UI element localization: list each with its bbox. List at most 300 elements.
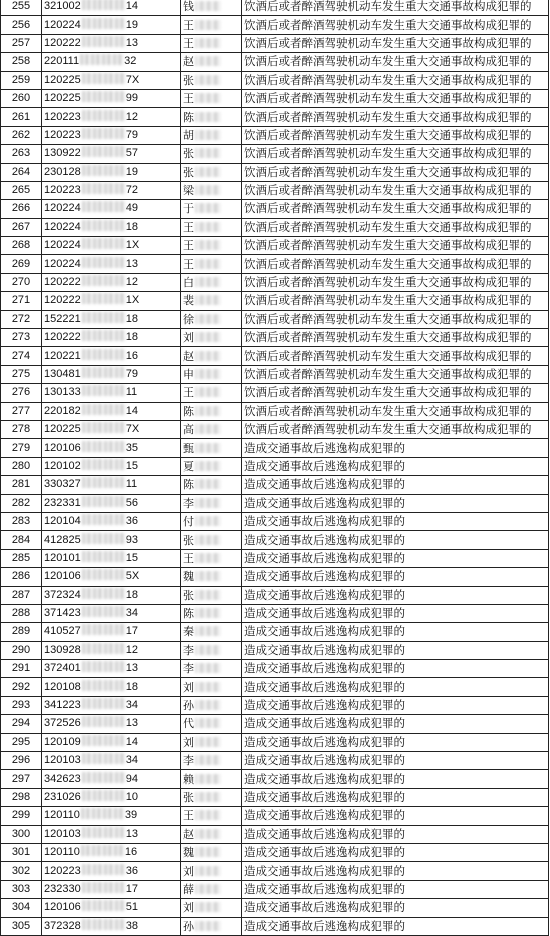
id-suffix: 12 xyxy=(125,110,138,123)
offense-cell: 饮酒后或者醉酒驾驶机动车发生重大交通事故构成犯罪的 xyxy=(242,108,549,126)
id-suffix: 11 xyxy=(125,386,138,399)
id-number-cell xyxy=(42,660,181,678)
redacted-given-name xyxy=(195,314,221,324)
offense-cell: 饮酒后或者醉酒驾驶机动车发生重大交通事故构成犯罪的 xyxy=(242,402,549,420)
id-number-cell xyxy=(42,549,181,567)
id-prefix: 120109 xyxy=(44,735,81,748)
id-number-cell xyxy=(42,825,181,843)
redacted-id-digits xyxy=(82,165,126,176)
offense-cell: 造成交通事故后逃逸构成犯罪的 xyxy=(242,641,549,659)
table-row xyxy=(1,200,549,218)
redacted-id-digits xyxy=(82,698,126,709)
row-number-cell: 264 xyxy=(1,163,42,181)
name-cell xyxy=(181,181,242,199)
id-number-cell xyxy=(42,53,181,71)
id-number-cell xyxy=(42,586,181,604)
id-number-cell xyxy=(42,402,181,420)
name-cell xyxy=(181,512,242,530)
name-cell xyxy=(181,494,242,512)
offense-cell: 造成交通事故后逃逸构成犯罪的 xyxy=(242,623,549,641)
redacted-id-digits xyxy=(82,18,126,29)
redacted-id-digits xyxy=(82,772,126,783)
id-prefix: 120224 xyxy=(44,257,81,270)
row-number-cell: 300 xyxy=(1,825,42,843)
id-number-cell xyxy=(42,531,181,549)
id-number-cell xyxy=(42,807,181,825)
id-prefix: 120106 xyxy=(44,441,81,454)
redacted-id-digits xyxy=(82,624,126,635)
row-number-cell: 298 xyxy=(1,788,42,806)
id-prefix: 120101 xyxy=(44,551,81,564)
surname: 王 xyxy=(183,386,194,400)
table-row xyxy=(1,347,549,365)
id-suffix: 16 xyxy=(125,349,138,362)
name-cell xyxy=(181,752,242,770)
redacted-given-name xyxy=(195,369,221,379)
table-row xyxy=(1,917,549,935)
name-cell xyxy=(181,770,242,788)
id-prefix: 130922 xyxy=(44,147,81,160)
id-suffix: 16 xyxy=(124,846,138,859)
name-cell xyxy=(181,880,242,898)
redacted-id-digits xyxy=(82,404,126,415)
table-row xyxy=(1,329,549,347)
name-cell xyxy=(181,843,242,861)
row-number-cell: 260 xyxy=(1,89,42,107)
offense-cell: 饮酒后或者醉酒驾驶机动车发生重大交通事故构成犯罪的 xyxy=(242,34,549,52)
id-number-cell xyxy=(42,843,181,861)
id-prefix: 120222 xyxy=(44,36,81,49)
name-cell xyxy=(181,604,242,622)
id-number-cell xyxy=(42,899,181,917)
id-prefix: 120225 xyxy=(44,92,81,105)
redacted-given-name xyxy=(195,663,221,673)
row-number-cell: 278 xyxy=(1,420,42,438)
redacted-given-name xyxy=(195,75,221,85)
id-prefix: 372526 xyxy=(44,717,81,730)
row-number-cell: 305 xyxy=(1,917,42,935)
id-suffix: 11 xyxy=(125,478,138,491)
table-row xyxy=(1,531,549,549)
id-prefix: 120225 xyxy=(44,73,81,86)
redacted-id-digits xyxy=(82,661,126,672)
redacted-given-name xyxy=(195,148,221,158)
redacted-id-digits xyxy=(82,441,126,452)
name-cell xyxy=(181,862,242,880)
name-cell xyxy=(181,623,242,641)
id-suffix: 13 xyxy=(125,827,138,840)
redacted-id-digits xyxy=(82,551,126,562)
table-row xyxy=(1,880,549,898)
table-row xyxy=(1,494,549,512)
row-number-cell: 299 xyxy=(1,807,42,825)
redacted-id-digits xyxy=(82,183,126,194)
id-prefix: 120102 xyxy=(44,459,81,472)
surname: 魏 xyxy=(183,570,194,584)
id-prefix: 120104 xyxy=(44,515,81,528)
table-row xyxy=(1,365,549,383)
name-cell xyxy=(181,384,242,402)
redacted-id-digits xyxy=(82,919,126,930)
offense-cell: 造成交通事故后逃逸构成犯罪的 xyxy=(242,880,549,898)
table-row xyxy=(1,310,549,328)
redacted-id-digits xyxy=(82,146,126,157)
offense-cell: 造成交通事故后逃逸构成犯罪的 xyxy=(242,568,549,586)
row-number-cell: 304 xyxy=(1,899,42,917)
table-row xyxy=(1,825,549,843)
id-prefix: 371423 xyxy=(44,607,81,620)
surname: 赖 xyxy=(183,772,194,786)
row-number-cell: 258 xyxy=(1,53,42,71)
id-number-cell xyxy=(42,678,181,696)
id-number-cell xyxy=(42,623,181,641)
redacted-given-name xyxy=(195,1,221,11)
table-row xyxy=(1,457,549,475)
id-prefix: 372328 xyxy=(44,919,81,932)
table-row xyxy=(1,0,549,16)
surname: 王 xyxy=(183,36,194,50)
id-number-cell xyxy=(42,733,181,751)
surname: 张 xyxy=(183,790,194,804)
row-number-cell: 288 xyxy=(1,604,42,622)
id-prefix: 120224 xyxy=(44,202,81,215)
name-cell xyxy=(181,531,242,549)
id-prefix: 120221 xyxy=(44,349,81,362)
offense-cell: 造成交通事故后逃逸构成犯罪的 xyxy=(242,457,549,475)
name-cell xyxy=(181,457,242,475)
id-suffix: 15 xyxy=(125,551,138,564)
redacted-given-name xyxy=(195,498,221,508)
redacted-id-digits xyxy=(82,569,126,580)
table-row xyxy=(1,218,549,236)
id-suffix: 13 xyxy=(125,662,138,675)
redacted-given-name xyxy=(195,590,221,600)
redacted-given-name xyxy=(195,240,221,250)
offense-cell: 饮酒后或者醉酒驾驶机动车发生重大交通事故构成犯罪的 xyxy=(242,365,549,383)
redacted-id-digits xyxy=(82,882,126,893)
surname: 王 xyxy=(183,92,194,106)
name-cell xyxy=(181,89,242,107)
id-suffix: 18 xyxy=(125,220,138,233)
offense-cell: 饮酒后或者醉酒驾驶机动车发生重大交通事故构成犯罪的 xyxy=(242,181,549,199)
table-row xyxy=(1,715,549,733)
redacted-id-digits xyxy=(82,716,126,727)
name-cell xyxy=(181,402,242,420)
id-prefix: 120108 xyxy=(44,680,81,693)
redacted-id-digits xyxy=(82,293,126,304)
offense-cell: 造成交通事故后逃逸构成犯罪的 xyxy=(242,586,549,604)
surname: 刘 xyxy=(183,864,194,878)
id-prefix: 232331 xyxy=(44,496,81,509)
id-suffix: 17 xyxy=(125,625,138,638)
id-suffix: 49 xyxy=(125,202,138,215)
name-cell xyxy=(181,899,242,917)
offense-cell: 饮酒后或者醉酒驾驶机动车发生重大交通事故构成犯罪的 xyxy=(242,329,549,347)
id-number-cell xyxy=(42,145,181,163)
surname: 裴 xyxy=(183,294,194,308)
id-number-cell xyxy=(42,365,181,383)
id-number-cell xyxy=(42,512,181,530)
offense-cell: 造成交通事故后逃逸构成犯罪的 xyxy=(242,696,549,714)
id-prefix: 120103 xyxy=(44,827,81,840)
redacted-given-name xyxy=(195,332,221,342)
surname: 王 xyxy=(183,809,194,823)
redacted-id-digits xyxy=(82,201,126,212)
table-row xyxy=(1,384,549,402)
offense-cell: 造成交通事故后逃逸构成犯罪的 xyxy=(242,604,549,622)
name-cell xyxy=(181,678,242,696)
redacted-given-name xyxy=(195,755,221,765)
id-prefix: 120223 xyxy=(44,184,81,197)
row-number-cell: 256 xyxy=(1,16,42,34)
id-prefix: 120224 xyxy=(44,18,81,31)
row-number-cell: 269 xyxy=(1,255,42,273)
table-row xyxy=(1,733,549,751)
redacted-id-digits xyxy=(82,275,126,286)
id-suffix: 79 xyxy=(125,128,138,141)
id-suffix: 14 xyxy=(125,0,138,13)
row-number-cell: 291 xyxy=(1,660,42,678)
id-suffix: 14 xyxy=(125,404,138,417)
redacted-id-digits xyxy=(82,73,126,84)
id-number-cell xyxy=(42,457,181,475)
offense-cell: 造成交通事故后逃逸构成犯罪的 xyxy=(242,733,549,751)
surname: 刘 xyxy=(183,735,194,749)
table-row xyxy=(1,512,549,530)
id-number-cell xyxy=(42,494,181,512)
offense-cell: 造成交通事故后逃逸构成犯罪的 xyxy=(242,843,549,861)
redacted-id-digits xyxy=(82,367,126,378)
offense-cell: 饮酒后或者醉酒驾驶机动车发生重大交通事故构成犯罪的 xyxy=(242,89,549,107)
redacted-given-name xyxy=(195,516,221,526)
id-prefix: 120224 xyxy=(44,239,81,252)
redacted-id-digits xyxy=(81,845,125,856)
redacted-id-digits xyxy=(82,900,126,911)
table-row xyxy=(1,16,549,34)
name-cell xyxy=(181,255,242,273)
offense-cell: 造成交通事故后逃逸构成犯罪的 xyxy=(242,512,549,530)
table-row xyxy=(1,641,549,659)
surname: 刘 xyxy=(183,901,194,915)
id-suffix: 18 xyxy=(125,331,138,344)
table-row xyxy=(1,899,549,917)
surname: 秦 xyxy=(183,625,194,639)
redacted-id-digits xyxy=(82,643,126,654)
offense-cell: 饮酒后或者醉酒驾驶机动车发生重大交通事故构成犯罪的 xyxy=(242,218,549,236)
row-number-cell: 295 xyxy=(1,733,42,751)
table-row xyxy=(1,770,549,788)
offense-cell: 饮酒后或者醉酒驾驶机动车发生重大交通事故构成犯罪的 xyxy=(242,237,549,255)
offense-cell: 造成交通事故后逃逸构成犯罪的 xyxy=(242,899,549,917)
redacted-given-name xyxy=(195,295,221,305)
table-row xyxy=(1,34,549,52)
name-cell xyxy=(181,108,242,126)
redacted-id-digits xyxy=(82,238,126,249)
id-prefix: 230128 xyxy=(44,165,81,178)
redacted-given-name xyxy=(195,884,221,894)
redacted-given-name xyxy=(195,203,221,213)
offense-cell: 造成交通事故后逃逸构成犯罪的 xyxy=(242,825,549,843)
id-number-cell xyxy=(42,568,181,586)
table-row xyxy=(1,292,549,310)
table-row xyxy=(1,237,549,255)
name-cell xyxy=(181,126,242,144)
offense-cell: 造成交通事故后逃逸构成犯罪的 xyxy=(242,715,549,733)
row-number-cell: 270 xyxy=(1,273,42,291)
redacted-id-digits xyxy=(82,128,126,139)
id-number-cell xyxy=(42,752,181,770)
redacted-given-name xyxy=(195,608,221,618)
id-suffix: 13 xyxy=(125,717,138,730)
surname: 赵 xyxy=(183,55,194,69)
redacted-given-name xyxy=(195,829,221,839)
id-number-cell xyxy=(42,181,181,199)
offense-cell: 饮酒后或者醉酒驾驶机动车发生重大交通事故构成犯罪的 xyxy=(242,273,549,291)
redacted-given-name xyxy=(195,774,221,784)
id-number-cell xyxy=(42,696,181,714)
table-row xyxy=(1,696,549,714)
offense-cell: 造成交通事故后逃逸构成犯罪的 xyxy=(242,807,549,825)
id-suffix: 93 xyxy=(125,533,138,546)
offense-cell: 饮酒后或者醉酒驾驶机动车发生重大交通事故构成犯罪的 xyxy=(242,163,549,181)
redacted-id-digits xyxy=(82,91,126,102)
table-row xyxy=(1,623,549,641)
table-row xyxy=(1,163,549,181)
id-suffix: 12 xyxy=(125,276,138,289)
id-number-cell xyxy=(42,89,181,107)
redacted-given-name xyxy=(195,56,221,66)
row-number-cell: 274 xyxy=(1,347,42,365)
table-row xyxy=(1,420,549,438)
offense-cell: 饮酒后或者醉酒驾驶机动车发生重大交通事故构成犯罪的 xyxy=(242,145,549,163)
id-suffix: 38 xyxy=(125,919,138,932)
table-row xyxy=(1,568,549,586)
id-suffix: 72 xyxy=(125,184,138,197)
table-row xyxy=(1,126,549,144)
id-number-cell xyxy=(42,71,181,89)
id-suffix: 34 xyxy=(125,754,138,767)
table-row xyxy=(1,402,549,420)
offense-cell: 造成交通事故后逃逸构成犯罪的 xyxy=(242,494,549,512)
row-number-cell: 285 xyxy=(1,549,42,567)
id-suffix: 19 xyxy=(125,18,138,31)
surname: 赵 xyxy=(183,349,194,363)
redacted-given-name xyxy=(195,571,221,581)
redacted-id-digits xyxy=(82,385,126,396)
id-suffix: 13 xyxy=(125,36,138,49)
id-prefix: 120223 xyxy=(44,110,81,123)
redacted-given-name xyxy=(195,424,221,434)
redacted-id-digits xyxy=(82,110,126,121)
offense-cell: 饮酒后或者醉酒驾驶机动车发生重大交通事故构成犯罪的 xyxy=(242,420,549,438)
name-cell xyxy=(181,476,242,494)
name-cell xyxy=(181,71,242,89)
surname: 王 xyxy=(183,220,194,234)
id-number-cell xyxy=(42,292,181,310)
redacted-given-name xyxy=(195,130,221,140)
table-row xyxy=(1,678,549,696)
surname: 王 xyxy=(183,551,194,565)
id-number-cell xyxy=(42,126,181,144)
name-cell xyxy=(181,145,242,163)
id-number-cell xyxy=(42,310,181,328)
name-cell xyxy=(181,788,242,806)
surname: 李 xyxy=(183,496,194,510)
name-cell xyxy=(181,420,242,438)
redacted-id-digits xyxy=(82,477,126,488)
id-number-cell xyxy=(42,715,181,733)
redacted-given-name xyxy=(195,866,221,876)
surname: 魏 xyxy=(183,846,194,860)
surname: 陈 xyxy=(183,478,194,492)
offense-cell: 饮酒后或者醉酒驾驶机动车发生重大交通事故构成犯罪的 xyxy=(242,16,549,34)
redacted-id-digits xyxy=(82,588,126,599)
surname: 张 xyxy=(183,73,194,87)
name-cell xyxy=(181,237,242,255)
row-number-cell: 289 xyxy=(1,623,42,641)
id-prefix: 372401 xyxy=(44,662,81,675)
id-prefix: 321002 xyxy=(44,0,81,13)
table-body xyxy=(1,0,549,935)
offense-cell: 造成交通事故后逃逸构成犯罪的 xyxy=(242,770,549,788)
name-cell xyxy=(181,273,242,291)
id-number-cell xyxy=(42,641,181,659)
surname: 陈 xyxy=(183,110,194,124)
redacted-id-digits xyxy=(82,330,126,341)
row-number-cell: 290 xyxy=(1,641,42,659)
redacted-given-name xyxy=(195,902,221,912)
id-suffix: 35 xyxy=(125,441,138,454)
id-suffix: 34 xyxy=(125,699,138,712)
surname: 陈 xyxy=(183,607,194,621)
offense-cell: 饮酒后或者醉酒驾驶机动车发生重大交通事故构成犯罪的 xyxy=(242,310,549,328)
redacted-given-name xyxy=(195,38,221,48)
surname: 李 xyxy=(183,662,194,676)
id-number-cell xyxy=(42,16,181,34)
redacted-id-digits xyxy=(82,753,126,764)
id-number-cell xyxy=(42,420,181,438)
id-suffix: 18 xyxy=(125,312,138,325)
id-number-cell xyxy=(42,917,181,935)
redacted-given-name xyxy=(195,20,221,30)
row-number-cell: 301 xyxy=(1,843,42,861)
offense-cell: 饮酒后或者醉酒驾驶机动车发生重大交通事故构成犯罪的 xyxy=(242,200,549,218)
surname: 刘 xyxy=(183,331,194,345)
offense-cell: 饮酒后或者醉酒驾驶机动车发生重大交通事故构成犯罪的 xyxy=(242,0,549,16)
id-prefix: 220182 xyxy=(44,404,81,417)
redacted-given-name xyxy=(195,810,221,820)
id-suffix: 12 xyxy=(125,643,138,656)
redacted-given-name xyxy=(195,737,221,747)
id-prefix: 120106 xyxy=(44,570,81,583)
id-prefix: 341223 xyxy=(44,699,81,712)
table-row xyxy=(1,549,549,567)
surname: 夏 xyxy=(183,459,194,473)
redacted-id-digits xyxy=(80,54,124,65)
row-number-cell: 259 xyxy=(1,71,42,89)
surname: 张 xyxy=(183,588,194,602)
id-suffix: 7X xyxy=(125,423,140,436)
table-row xyxy=(1,273,549,291)
offense-cell: 饮酒后或者醉酒驾驶机动车发生重大交通事故构成犯罪的 xyxy=(242,126,549,144)
row-number-cell: 255 xyxy=(1,0,42,16)
redacted-given-name xyxy=(195,718,221,728)
redacted-id-digits xyxy=(82,36,126,47)
redacted-id-digits xyxy=(81,808,125,819)
row-number-cell: 272 xyxy=(1,310,42,328)
id-number-cell xyxy=(42,273,181,291)
table-row xyxy=(1,788,549,806)
